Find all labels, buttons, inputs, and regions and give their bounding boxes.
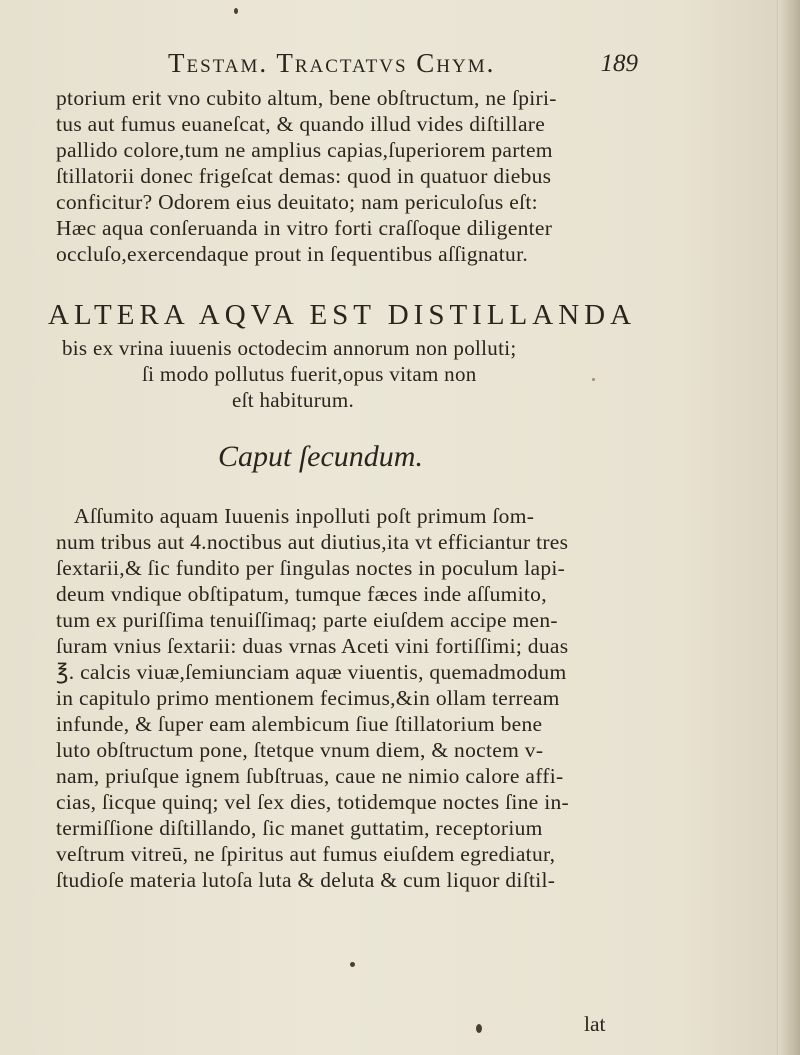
section-subline: bis ex vrina iuuenis octodecim annorum non polluti; bbox=[62, 336, 517, 360]
text-line: tus aut fumus euaneſcat, & quando illud vides diſtillare bbox=[56, 112, 546, 136]
text-line: deum vndique obſtipatum, tumque fæces inde aſſumito, bbox=[56, 582, 547, 606]
catchword: lat bbox=[584, 1012, 606, 1036]
page-header bbox=[168, 48, 638, 82]
text-line: termiſſione diſtillando, ſic manet guttatim, receptorium bbox=[56, 816, 543, 840]
text-line: infunde, & ſuper eam alembicum ſiue ſtillatorium bene bbox=[56, 712, 543, 736]
section-heading: ALTERA AQVA EST DISTILLANDA bbox=[48, 299, 637, 331]
section-subline: ſi modo pollutus fuerit,opus vitam non bbox=[142, 362, 477, 386]
text-line: conficitur? Odorem eius deuitato; nam periculoſus eſt: bbox=[56, 190, 538, 214]
text-line: occluſo,exercendaque prout in ſequentibus aſſignatur. bbox=[56, 242, 529, 266]
text-line: num tribus aut 4.noctibus aut diutius,ita vt efficiantur tres bbox=[56, 530, 569, 554]
text-line: Aſſumito aquam Iuuenis inpolluti poſt primum ſom- bbox=[74, 504, 535, 528]
text-line: ſuram vnius ſextarii: duas vrnas Aceti vini fortiſſimi; duas bbox=[56, 634, 569, 658]
text-line: ſextarii,& ſic fundito per ſingulas noctes in poculum lapi- bbox=[56, 556, 566, 580]
text-line: luto obſtructum pone, ſtetque vnum diem, & noctem v- bbox=[56, 738, 544, 762]
text-line: tum ex puriſſima tenuiſſimaq; parte eiuſdem accipe men- bbox=[56, 608, 558, 632]
text-line: ptorium erit vno cubito altum, bene obſtructum, ne ſpiri- bbox=[56, 86, 557, 110]
text-line: veſtrum vitreū, ne ſpiritus aut fumus eiuſdem egrediatur, bbox=[56, 842, 556, 866]
ink-speck bbox=[592, 378, 595, 381]
text-line: pallido colore,tum ne amplius capias,ſuperiorem partem bbox=[56, 138, 553, 162]
ink-speck bbox=[476, 1024, 482, 1033]
text-line: nam, priuſque ignem ſubſtruas, caue ne nimio calore affi- bbox=[56, 764, 564, 788]
chapter-title: Caput ſecundum. bbox=[218, 440, 423, 473]
ink-speck bbox=[234, 8, 238, 14]
text-line: ℥. calcis viuæ,ſemiunciam aquæ viuentis, quemadmodum bbox=[56, 660, 567, 684]
section-subline: eſt habiturum. bbox=[232, 388, 355, 412]
text-line: ſtudioſe materia lutoſa luta & deluta & cum liquor diſtil- bbox=[56, 868, 556, 892]
page-edge bbox=[777, 0, 800, 1055]
page-number: 189 bbox=[600, 50, 638, 77]
text-line: Hæc aqua conſeruanda in vitro forti craſſoque diligenter bbox=[56, 216, 553, 240]
running-head: Testam. Tractatvs Chym. bbox=[168, 48, 496, 78]
text-line: in capitulo primo mentionem fecimus,&in ollam terream bbox=[56, 686, 560, 710]
text-line: ſtillatorii donec frigeſcat demas: quod in quatuor diebus bbox=[56, 164, 552, 188]
ink-speck bbox=[350, 962, 355, 967]
text-line: cias, ſicque quinq; vel ſex dies, totidemque noctes ſine in- bbox=[56, 790, 569, 814]
